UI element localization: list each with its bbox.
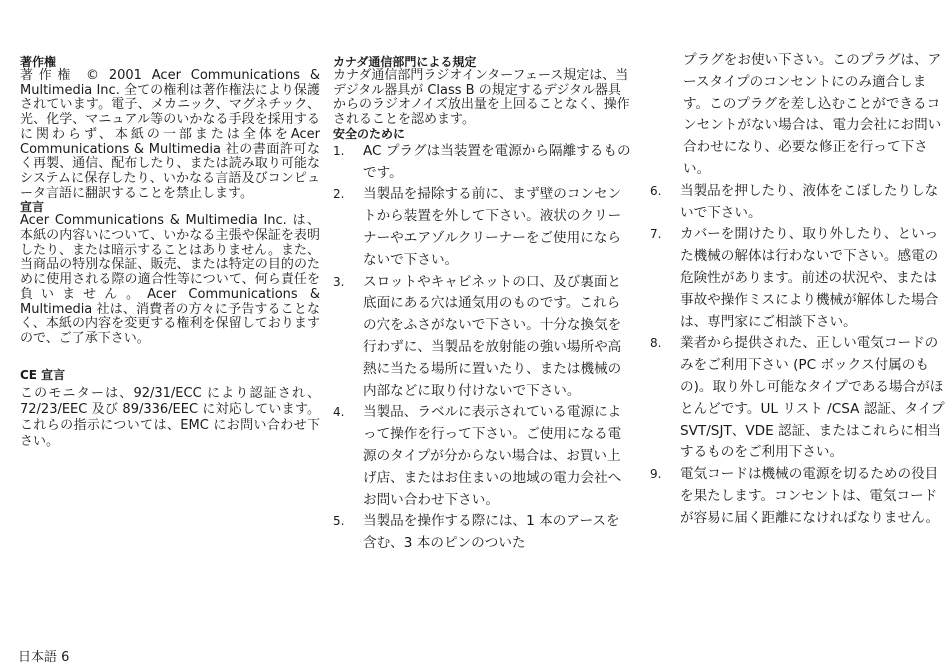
safety-list bbox=[333, 141, 633, 555]
safety-heading: 安全のために bbox=[333, 126, 406, 141]
item-text: 当製品を掃除する前に、まず壁のコンセントから装置を外して下さい。液状のクリーナーやエアゾルクリーナーをご使用にならないで下さい。 bbox=[363, 186, 622, 268]
item-number: 8. bbox=[650, 336, 662, 351]
column-middle bbox=[333, 56, 633, 555]
safety-item-8 bbox=[650, 333, 945, 464]
copyright-heading: 著作権 bbox=[20, 55, 57, 69]
item-text: 当製品、ラベルに表示されている電源によって操作を行って下さい。ご使用になる電源のタイプが分からない場合は、お買い上げ店、またはお住まいの地域の電力会社へお問い合わせ下さい。 bbox=[363, 404, 622, 508]
ce-body: このモニターは、92/31/ECC により認証され、72/23/EEC 及び 89/336/EEC に対応しています。これらの指示については、EMC にお問い合わせ下さい。 bbox=[20, 385, 320, 449]
item-text: 当製品を操作する際には、1 本のアースを含む、3 本のピンのついた bbox=[363, 513, 620, 552]
item-number: 5. bbox=[333, 514, 345, 529]
item-text: 当製品を押したり、液体をこぼしたりしないで下さい。 bbox=[680, 182, 939, 221]
item-number: 4. bbox=[333, 405, 345, 420]
item-text: 業者から提供された、正しい電気コードのみをご利用下さい (PC ボックス付属のもの)。取り外し可能なタイプである場合がほとんどです。UL リスト /CSA 認証、タイプ SVT/SJT、VDE 認証、またはこれらに相当するものをご利用下さい。 bbox=[680, 335, 945, 461]
column-right bbox=[650, 50, 945, 530]
item-text: 電気コードは機械の電源を切るための役目を果たします。コンセントは、電気コードが容易に届く距離になければなりません。 bbox=[680, 466, 940, 526]
item-5-continuation: プラグをお使い下さい。このプラグは、アースタイプのコンセントにのみ適合します。このプラグを差し込むことができるコンセントがない場合は、電力会社にお問い合わせになり、必要な修正を行って下さい。 bbox=[683, 52, 942, 177]
disclaimer-body: Acer Communications & Multimedia Inc. は、本紙の内容いについて、いかなる主張や保証を表明したり、または暗示することはありません。また、当商品の特別な保証、販売、または特定の目的のために使用される際の適合性等について、何ら責任を負いません。Acer Communications & Multimedia 社は、消費者の方々に予告することなく、本紙の内容を変更する権利を保留しておりますので、ご了承下さい。 bbox=[20, 213, 320, 346]
canada-heading: カナダ通信部門による規定 bbox=[333, 55, 477, 69]
safety-item-3 bbox=[333, 272, 633, 403]
canada-body: カナダ通信部門ラジオインターフェース規定は、当デジタル器具が Class B の規定するデジタル器具からのラジオノイズ放出量を上回ることなく、操作されることを認めます。 bbox=[333, 68, 630, 128]
page-footer: 日本語 6 bbox=[18, 650, 70, 665]
ce-heading: CE 宣言 bbox=[20, 367, 66, 382]
safety-item-7 bbox=[650, 224, 945, 333]
safety-list-continued bbox=[650, 181, 945, 530]
item-text: スロットやキャビネットの口、及び裏面と底面にある穴は通気用のものです。これらの穴をふさがないで下さい。十分な換気を行わずに、当製品を放射能の強い場所や高熱に当たる場所に置いたり、または機械の内部などに取り付けないで下さい。 bbox=[363, 273, 622, 399]
item-number: 1. bbox=[333, 143, 345, 158]
item-number: 9. bbox=[650, 467, 662, 482]
column-left bbox=[20, 56, 320, 450]
safety-item-6 bbox=[650, 181, 945, 225]
safety-item-5 bbox=[333, 511, 633, 555]
item-text: AC プラグは当装置を電源から隔離するものです。 bbox=[363, 142, 631, 181]
copyright-body: 著作権 © 2001 Acer Communications & Multimedia Inc. 全ての権利は著作権法により保護されています。電子、メカニック、マグネチック、光、化学、マニュアル等のいかなる手段を採用するに関わらず、本紙の一部または全体をAcer Communications & Multimedia 社の書面許可なく再製、通信、配布したり、または読み取り可能なシステムに保存したり、いかなる言語及びコンピュータ言語に翻訳することを禁止します。 bbox=[20, 68, 320, 201]
safety-item-9 bbox=[650, 464, 945, 529]
safety-item-2 bbox=[333, 184, 633, 271]
safety-item-1 bbox=[333, 141, 633, 185]
safety-item-4 bbox=[333, 402, 633, 511]
item-number: 6. bbox=[650, 183, 662, 198]
disclaimer-heading: 宣言 bbox=[20, 200, 45, 215]
item-text: カバーを開けたり、取り外したり、といった機械の解体は行わないで下さい。感電の危険性があります。前述の状況や、または事故や操作ミスにより機械が解体した場合は、専門家にご相談下さい。 bbox=[680, 226, 939, 330]
item-number: 7. bbox=[650, 227, 662, 242]
item-number: 2. bbox=[333, 187, 345, 202]
item-number: 3. bbox=[333, 274, 345, 289]
